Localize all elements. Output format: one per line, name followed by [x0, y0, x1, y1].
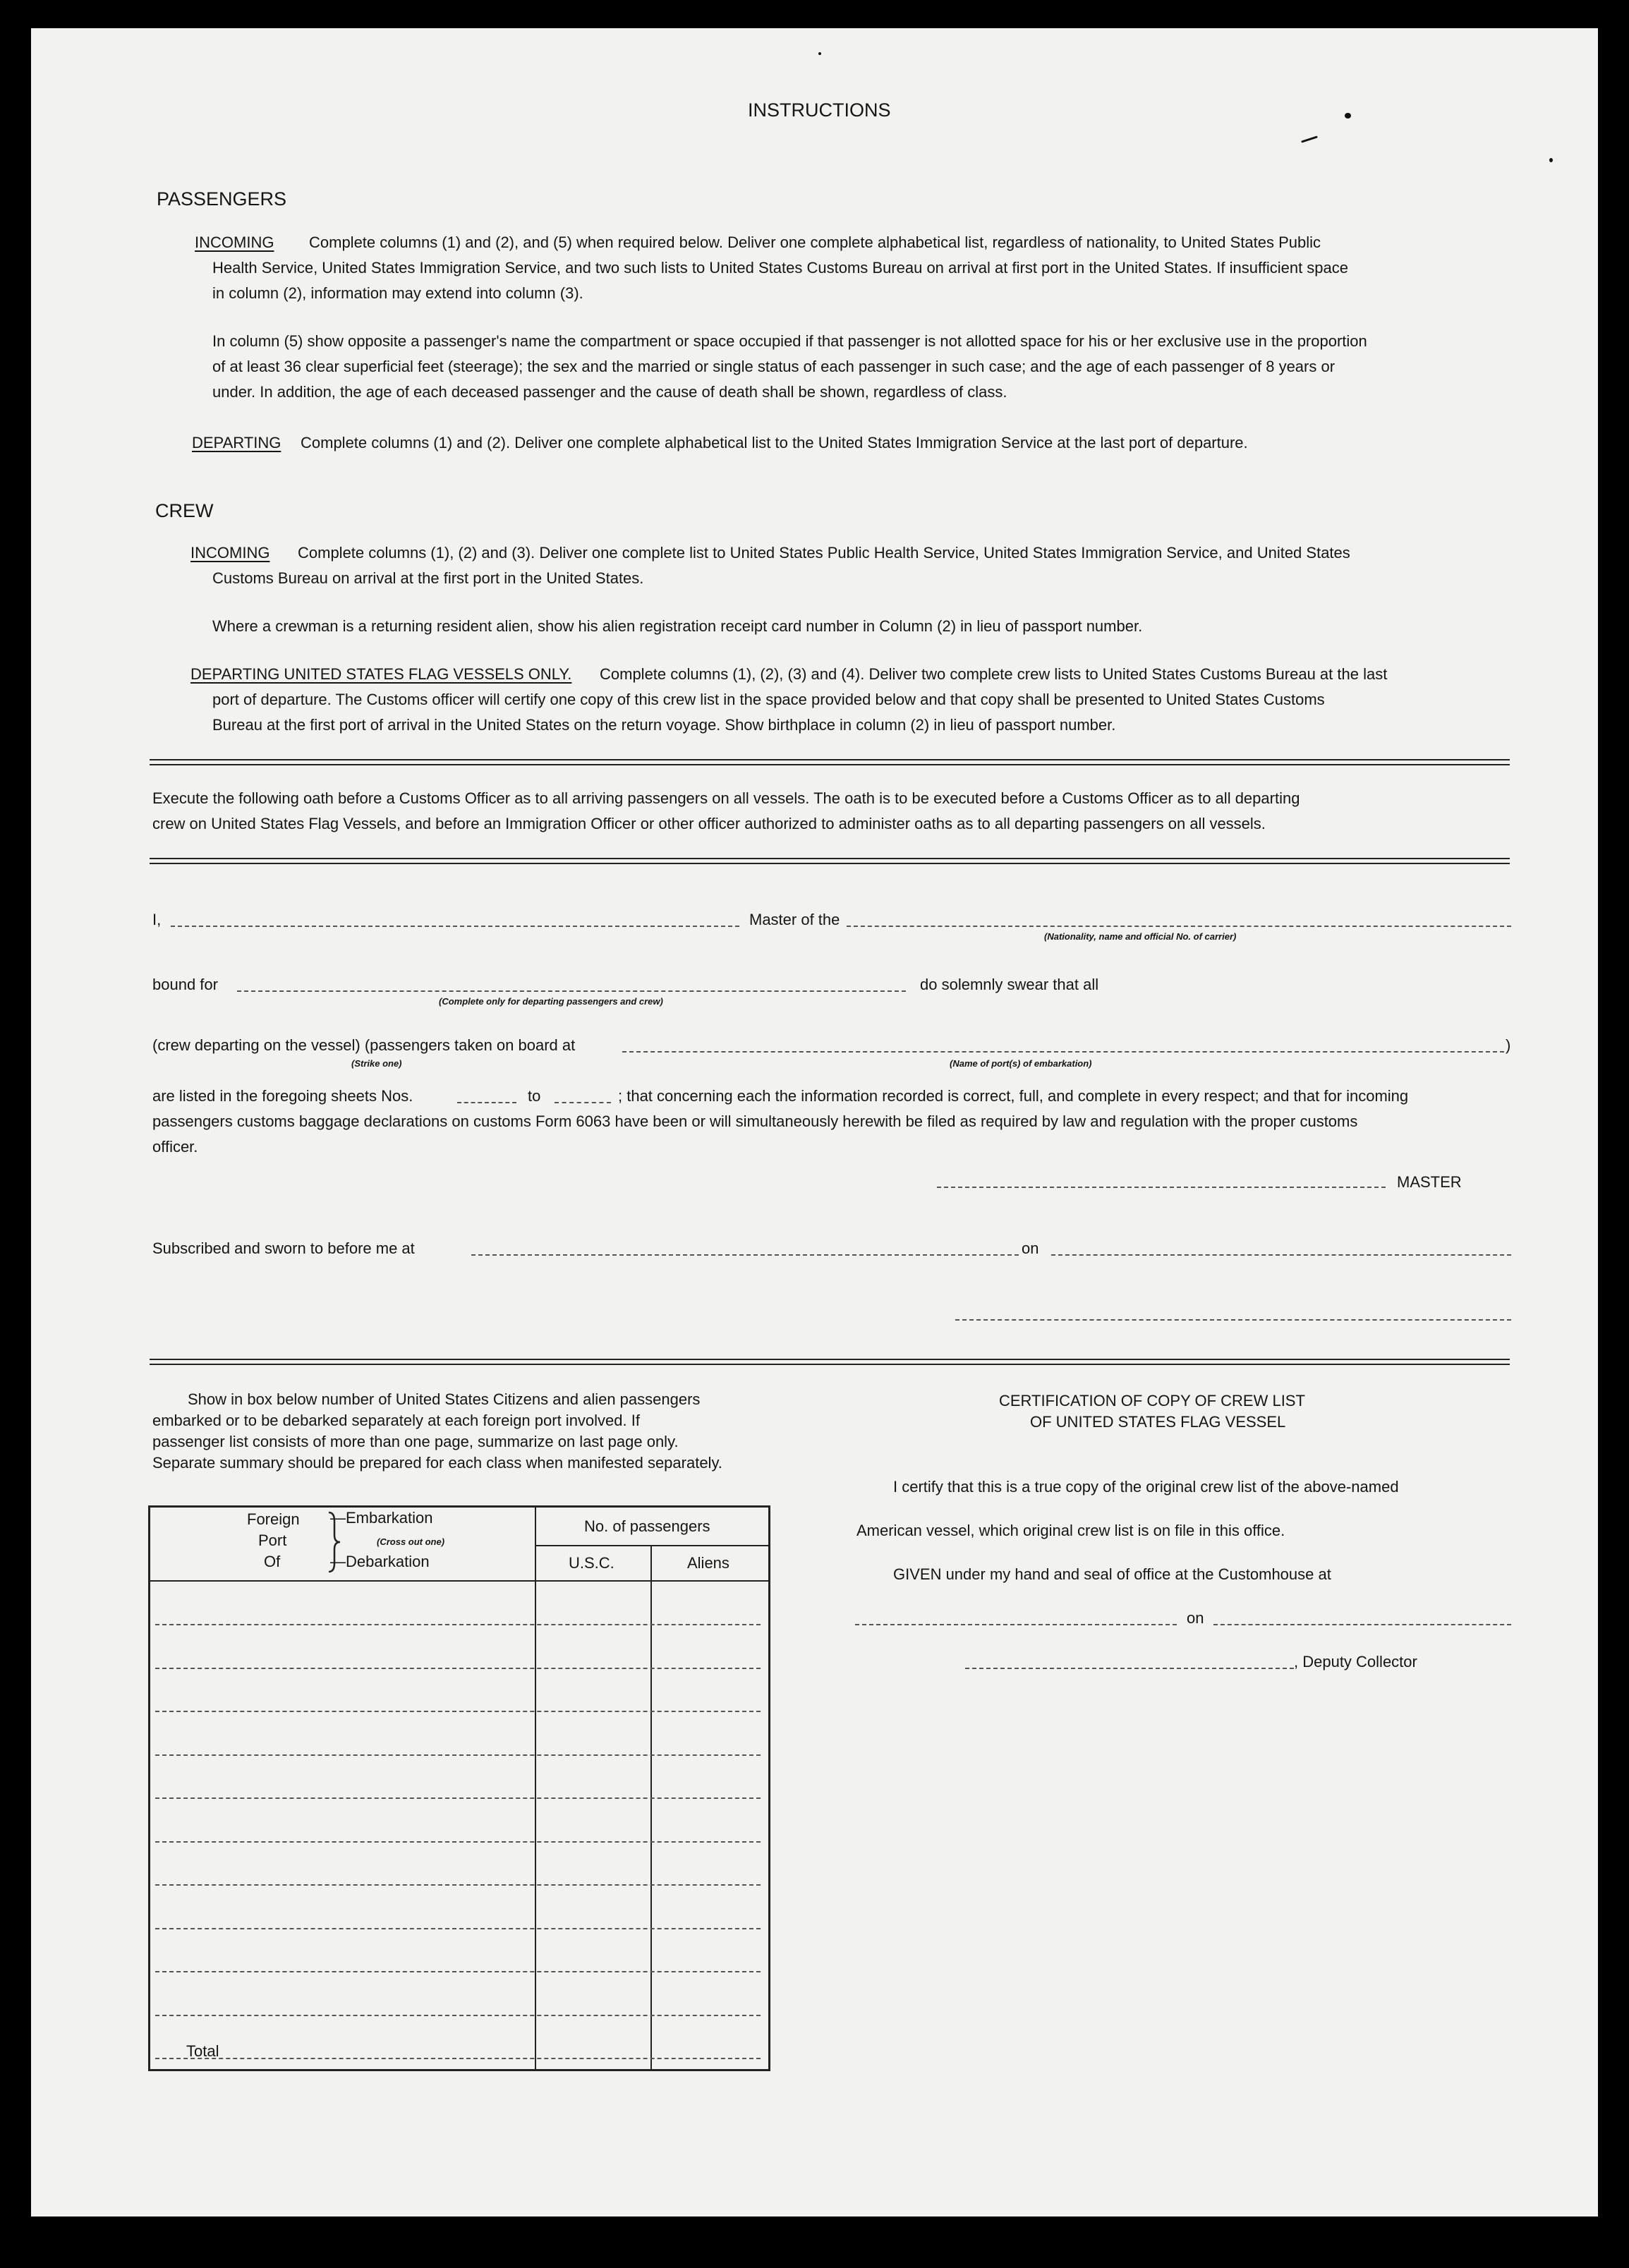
oath-i-label: I, [152, 911, 162, 928]
passengers-incoming-line-1: Complete columns (1) and (2), and (5) when required below. Deliver one complete alphabetical list, regardless of nationality, to United States Public [309, 234, 1321, 251]
summary-row-line[interactable] [155, 1971, 761, 1972]
section-rule [150, 759, 1510, 765]
subscribed-label: Subscribed and sworn to before me at [152, 1239, 415, 1257]
summary-row-line[interactable] [155, 1797, 761, 1799]
summary-row-line[interactable] [155, 1711, 761, 1712]
crew-departing-line-2: port of departure. The Customs officer will certify one copy of this crew list in the space provided below and that copy shall be presented to United States Customs [212, 691, 1325, 708]
table-divider [535, 1508, 536, 2069]
certification-heading-1: CERTIFICATION OF COPY OF CREW LIST [999, 1392, 1305, 1409]
complete-only-caption: (Complete only for departing passengers and crew) [439, 996, 663, 1007]
deputy-collector-label: , Deputy Collector [1294, 1653, 1417, 1670]
sworn-at-field[interactable] [471, 1254, 1019, 1256]
officer-signature-field[interactable] [955, 1319, 1511, 1321]
embarkation-option[interactable]: —Embarkation [330, 1509, 433, 1527]
column5-line-3: under. In addition, the age of each deceased passenger and the cause of death shall be shown, regardless of class. [212, 383, 1007, 401]
table-divider [535, 1545, 768, 1546]
summary-row-line[interactable] [155, 1624, 761, 1625]
aliens-header: Aliens [687, 1554, 729, 1572]
certification-on-word: on [1187, 1609, 1204, 1627]
master-of-the-label: Master of the [749, 911, 840, 928]
oath-line-2: passengers customs baggage declarations on customs Form 6063 have been or will simultaneously herewith be filed as required by law and regulation with the proper customs [152, 1112, 1358, 1130]
sheet-from-field[interactable] [457, 1102, 516, 1103]
debarkation-option[interactable]: —Debarkation [330, 1553, 430, 1570]
usc-header: U.S.C. [569, 1554, 614, 1572]
total-label: Total [186, 2042, 219, 2060]
section-rule [150, 858, 1510, 864]
crew-incoming-label: INCOMING [190, 544, 270, 562]
speck-mark [1301, 135, 1318, 142]
certification-date-field[interactable] [1213, 1624, 1511, 1625]
passengers-departing-text: Complete columns (1) and (2). Deliver one complete alphabetical list to the United States Immigration Service at the last port of departure. [301, 434, 1248, 451]
summary-row-line[interactable] [155, 1841, 761, 1843]
passengers-incoming-label: INCOMING [195, 234, 274, 251]
carrier-field[interactable] [847, 926, 1511, 927]
table-divider [150, 1580, 768, 1582]
master-label: MASTER [1397, 1173, 1462, 1191]
listed-prefix: are listed in the foregoing sheets Nos. [152, 1087, 413, 1105]
speck-mark [1549, 158, 1553, 162]
foreign-header: Foreign [247, 1510, 300, 1528]
port-header: Port [258, 1532, 287, 1549]
listed-suffix: ; that concerning each the information recorded is correct, full, and complete in every respect; and that for incoming [618, 1087, 1409, 1105]
strike-one-caption: (Strike one) [351, 1058, 402, 1069]
sworn-date-field[interactable] [1051, 1254, 1511, 1256]
crew-departing-line-3: Bureau at the first port of arrival in the United States on the return voyage. Show birthplace in column (2) in lieu of passport number. [212, 716, 1116, 734]
sworn-on-word: on [1022, 1239, 1039, 1257]
certification-heading-2: OF UNITED STATES FLAG VESSEL [1030, 1413, 1286, 1431]
summary-row-line[interactable] [155, 1668, 761, 1669]
crew-departing-label: DEPARTING UNITED STATES FLAG VESSELS ONLY. [190, 665, 572, 683]
oath-line-3: officer. [152, 1138, 198, 1156]
column5-line-1: In column (5) show opposite a passenger's name the compartment or space occupied if that passenger is not allotted space for his or her exclusive use in the proportion [212, 332, 1367, 350]
crew-heading: CREW [155, 500, 214, 521]
column5-line-2: of at least 36 clear superficial feet (steerage); the sex and the married or single status of each passenger in such case; and the age of each passenger of 8 years or [212, 358, 1336, 375]
crew-resident-text: Where a crewman is a returning resident alien, show his alien registration receipt card number in Column (2) in lieu of passport number. [212, 617, 1143, 635]
crew-incoming-line-1: Complete columns (1), (2) and (3). Deliver one complete list to United States Public Health Service, United States Immigration Service, and United States [298, 544, 1350, 562]
close-paren: ) [1506, 1036, 1511, 1054]
master-name-field[interactable] [171, 926, 739, 927]
oath-instruction-line-2: crew on United States Flag Vessels, and before an Immigration Officer or other officer authorized to administer oaths as to all departing passengers on all vessels. [152, 815, 1266, 832]
summary-row-line[interactable] [155, 1754, 761, 1756]
ports-caption: (Name of port(s) of embarkation) [950, 1058, 1092, 1069]
summary-row-line[interactable] [155, 2058, 761, 2059]
nationality-caption: (Nationality, name and official No. of carrier) [1044, 931, 1237, 942]
deputy-signature-field[interactable] [965, 1668, 1294, 1669]
summary-row-line[interactable] [155, 1884, 761, 1886]
cross-out-caption: (Cross out one) [377, 1536, 445, 1547]
summary-row-line[interactable] [155, 1928, 761, 1929]
to-word: to [528, 1087, 541, 1105]
certify-line-1: I certify that this is a true copy of the original crew list of the above-named [893, 1478, 1399, 1496]
passengers-incoming-line-3: in column (2), information may extend into column (3). [212, 284, 583, 302]
crew-departing-line-1: Complete columns (1), (2), (3) and (4). Deliver two complete crew lists to United States Customs Bureau at the last [600, 665, 1388, 683]
solemnly-swear-text: do solemnly swear that all [920, 976, 1099, 993]
summary-instruction-line-4: Separate summary should be prepared for each class when manifested separately. [152, 1454, 722, 1472]
crew-departing-text: (crew departing on the vessel) (passengers taken on board at [152, 1036, 576, 1054]
sheet-to-field[interactable] [555, 1102, 611, 1103]
certify-line-2: American vessel, which original crew list is on file in this office. [856, 1522, 1285, 1539]
bound-for-field[interactable] [237, 990, 906, 992]
given-line: GIVEN under my hand and seal of office at the Customhouse at [893, 1565, 1331, 1583]
summary-instruction-line-3: passenger list consists of more than one page, summarize on last page only. [152, 1433, 679, 1450]
of-header: Of [264, 1553, 281, 1570]
passengers-incoming-line-2: Health Service, United States Immigration Service, and two such lists to United States Customs Bureau on arrival at first port in the United States. If insufficient space [212, 259, 1349, 277]
master-signature-field[interactable] [937, 1187, 1386, 1188]
bound-for-label: bound for [152, 976, 218, 993]
page-title: INSTRUCTIONS [748, 99, 891, 121]
speck-mark [818, 52, 821, 55]
passengers-heading: PASSENGERS [157, 188, 287, 210]
form-page [31, 28, 1598, 2217]
oath-instruction-line-1: Execute the following oath before a Customs Officer as to all arriving passengers on all vessels. The oath is to be executed before a Customs Officer as to all departing [152, 789, 1300, 807]
summary-row-line[interactable] [155, 2015, 761, 2016]
section-rule [150, 1359, 1510, 1365]
customhouse-field[interactable] [855, 1624, 1177, 1625]
embarkation-ports-field[interactable] [622, 1051, 1504, 1053]
summary-instruction-line-1: Show in box below number of United States Citizens and alien passengers [188, 1390, 701, 1408]
speck-mark [1345, 113, 1351, 119]
passengers-departing-label: DEPARTING [192, 434, 281, 451]
no-passengers-header: No. of passengers [584, 1517, 710, 1535]
passenger-summary-table [148, 1505, 770, 2071]
summary-instruction-line-2: embarked or to be debarked separately at each foreign port involved. If [152, 1412, 640, 1429]
crew-incoming-line-2: Customs Bureau on arrival at the first port in the United States. [212, 569, 644, 587]
